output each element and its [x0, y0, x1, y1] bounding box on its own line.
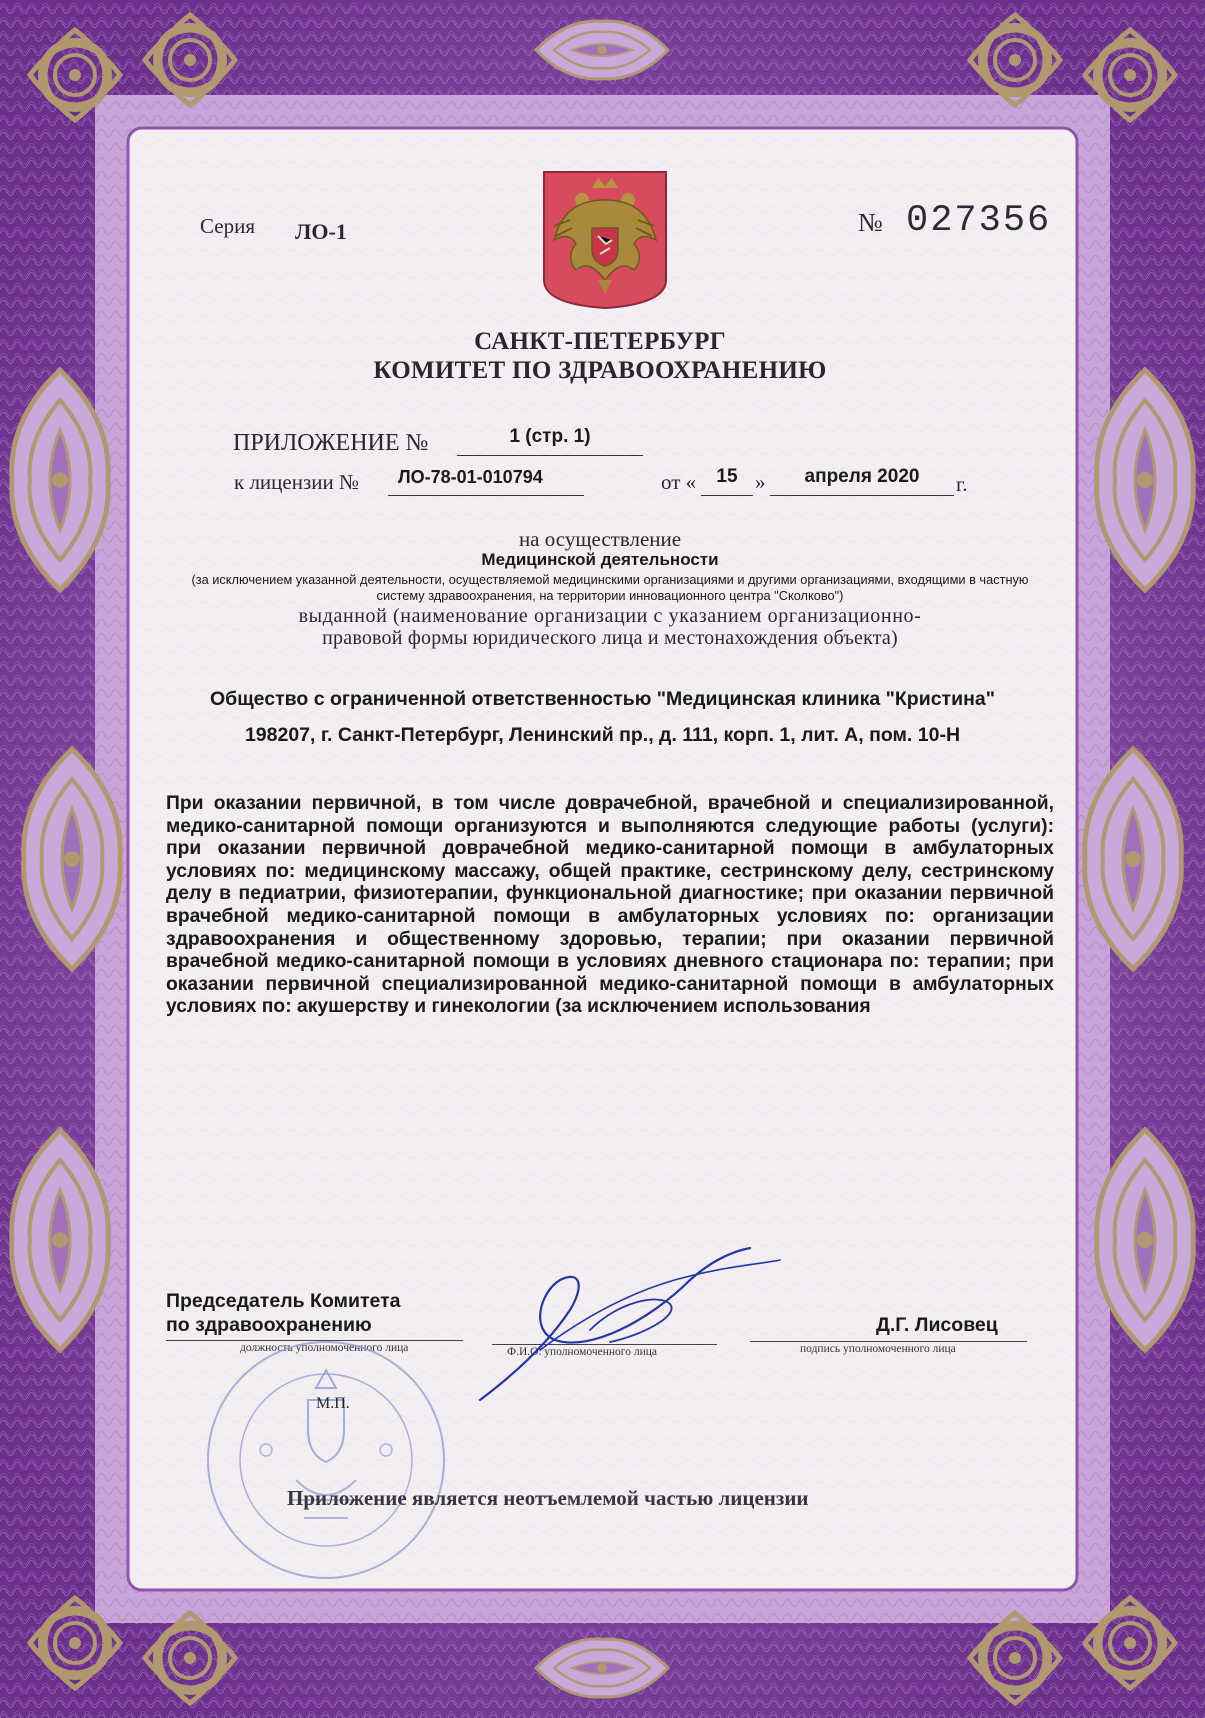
- appendix-label: ПРИЛОЖЕНИЕ №: [233, 430, 429, 456]
- series-label: Серия: [200, 214, 255, 238]
- issued-caption-line2: правовой формы юридического лица и местонахождения объекта): [322, 627, 898, 649]
- year-suffix: г.: [956, 472, 968, 496]
- fio-caption: Ф.И.О. уполномоченного лица: [507, 1346, 658, 1358]
- series-value: ЛО-1: [295, 219, 347, 244]
- footer-note: Приложение является неотъемлемой частью лицензии: [287, 1486, 809, 1510]
- date-from-label: от «: [661, 470, 697, 494]
- organization-name: Общество с ограниченной ответственностью "Медицинская клиника "Кристина": [210, 688, 995, 710]
- stamp-label: М.П.: [316, 1395, 350, 1412]
- position-caption: должность уполномоченного лица: [240, 1342, 409, 1354]
- license-number: 027356: [906, 200, 1052, 242]
- day-line: [701, 495, 753, 496]
- activity-intro: на осуществление: [518, 527, 682, 551]
- license-number-line: [388, 495, 584, 496]
- license-ref-label: к лицензии №: [234, 470, 360, 494]
- authority-city: САНКТ-ПЕТЕРБУРГ: [474, 328, 726, 355]
- appendix-value-line: [457, 455, 643, 456]
- activity-exclusion: (за исключением указанной деятельности, осуществляемой медицинскими организациями и другими организациями, входящими в частную систему здравоохранения, на территории инновационного центра "Сколково"): [191, 572, 1029, 603]
- services-description: При оказании первичной, в том числе доврачебной, врачебной и специализированной, медико-санитарной помощи организуются и выполняются следующие работы (услуги): при оказании первичной доврачебной медико-санитарной помощи в амбулаторных условиях по: медицинскому массажу, общей практике, сестринскому делу, сестринскому делу в педиатрии, физиотерапии, функциональной диагностике; при оказании первичной врачебной медико-санитарной помощи в амбулаторных условиях по: организации здравоохранения и общественному здоровью, терапии; при оказании первичной врачебной медико-санитарной помощи в условиях дневного стационара по: терапии; при оказании первичной специализированной медико-санитарной помощи в амбулаторных условиях по: акушерству и гинекологии (за исключением использования: [166, 793, 1054, 1018]
- issued-caption-line1: выданной (наименование организации с указанием организационно-: [298, 605, 922, 627]
- license-ref-number: ЛО-78-01-010794: [398, 467, 543, 487]
- handwritten-signature: [460, 1240, 800, 1410]
- organization-address: 198207, г. Санкт-Петербург, Ленинский пр., д. 111, корп. 1, лит. А, пом. 10-Н: [244, 724, 961, 746]
- official-seal: [196, 1330, 456, 1590]
- signer-position-line2: по здравоохранению: [166, 1314, 372, 1336]
- signer-name: Д.Г. Лисовец: [876, 1314, 998, 1336]
- signer-position-line1: Председатель Комитета: [166, 1290, 401, 1312]
- date-month-year: апреля 2020: [804, 466, 920, 487]
- date-day: 15: [716, 466, 738, 487]
- coat-of-arms-icon: [540, 170, 670, 310]
- authority-committee: КОМИТЕТ ПО ЗДРАВООХРАНЕНИЮ: [373, 357, 827, 384]
- number-sign: №: [858, 208, 883, 237]
- activity-type: Медицинской деятельности: [481, 550, 719, 569]
- appendix-value: 1 (стр. 1): [509, 426, 591, 447]
- date-quote-close: »: [755, 470, 766, 494]
- month-year-line: [770, 495, 954, 496]
- signature-caption: подпись уполномоченного лица: [800, 1343, 956, 1355]
